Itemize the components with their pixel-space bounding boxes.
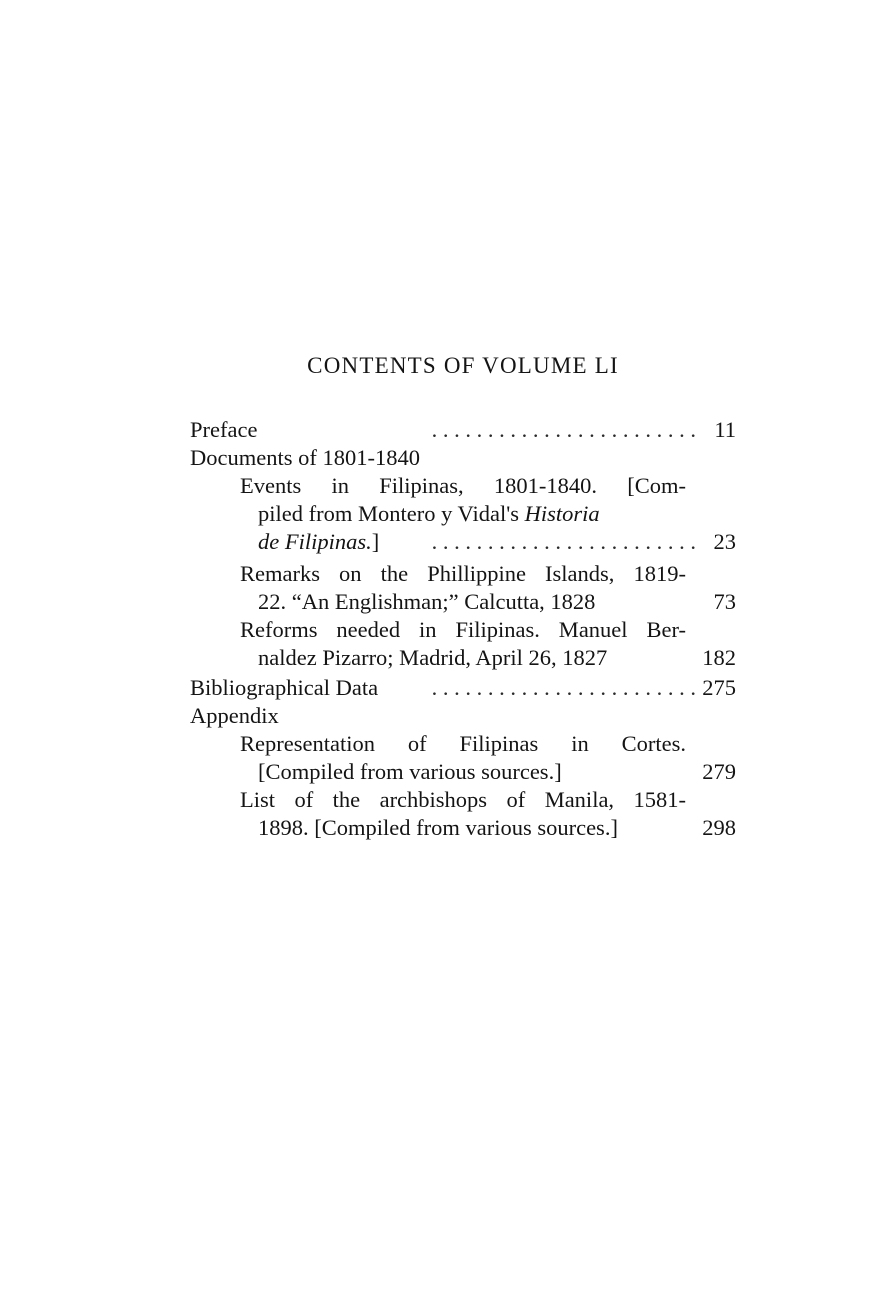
toc-page-number: 73 [713, 589, 736, 614]
toc-label: 1898. [Compiled from various sources.] [258, 815, 618, 840]
toc-label: [Compiled from various sources.] [258, 759, 562, 784]
dot-leader: . . . . . . . . . . . . . . . . . . . . . . . . [431, 675, 696, 700]
toc-italic-title: de Filipinas. [258, 529, 372, 554]
toc-page-number: 275 [702, 675, 736, 700]
toc-entry-reforms-line2 [258, 644, 736, 672]
toc-entry-bibliography [190, 674, 736, 702]
toc-label: Preface [190, 417, 258, 442]
dot-leader: . . . . . . . . . . . . . . . . . . . . . . . . [431, 529, 696, 554]
toc-bracket: ] [371, 529, 380, 554]
toc-entry-representation-line1: Representation of Filipinas in Cortes. [240, 731, 686, 756]
toc-page-number: 23 [713, 529, 736, 554]
toc-italic-title: Historia [524, 501, 600, 526]
toc-entry-reforms-line1: Reforms needed in Filipinas. Manuel Ber- [240, 617, 686, 642]
toc-entry-events-line1: Events in Filipinas, 1801-1840. [Com- [240, 473, 686, 498]
toc-section-appendix: Appendix [190, 703, 279, 728]
toc-page-number: 182 [702, 645, 736, 670]
toc-label: 22. “An Englishman;” Calcutta, 1828 [258, 589, 596, 614]
toc-text: piled from Montero y Vidal's [258, 501, 520, 526]
toc-page-number: 298 [702, 815, 736, 840]
toc-entry-events-line2 [258, 500, 600, 528]
toc-label: Bibliographical Data [190, 675, 379, 700]
toc-entry-events-line3 [258, 528, 736, 556]
toc-page-number: 11 [714, 417, 736, 442]
toc-label [258, 528, 379, 556]
toc-entry-remarks-line1: Remarks on the Phillippine Islands, 1819- [240, 561, 686, 586]
toc-entry-archbishops-line2 [258, 814, 736, 842]
toc-page-number: 279 [702, 759, 736, 784]
dot-leader: . . . . . . . . . . . . . . . . . . . . . . . . [431, 417, 696, 442]
page-title: CONTENTS OF VOLUME LI [307, 353, 619, 378]
toc-entry-archbishops-line1: List of the archbishops of Manila, 1581- [240, 787, 686, 812]
toc-label: naldez Pizarro; Madrid, April 26, 1827 [258, 645, 608, 670]
toc-entry-remarks-line2 [258, 588, 736, 616]
toc-entry-preface [190, 416, 736, 444]
toc-section-documents: Documents of 1801-1840 [190, 445, 420, 470]
toc-entry-representation-line2 [258, 758, 736, 786]
